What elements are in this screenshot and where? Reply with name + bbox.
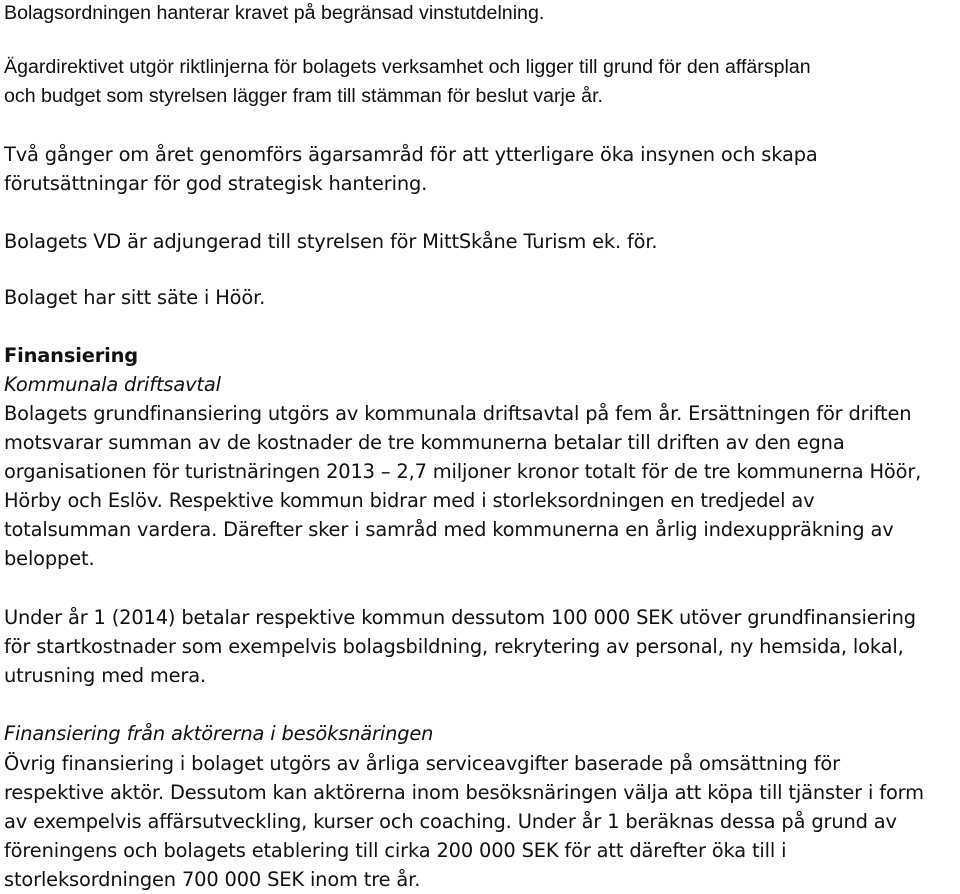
paragraph-sate: Bolaget har sitt säte i Höör. [4,286,266,309]
subheading-kommunala-driftsavtal: Kommunala driftsavtal [4,373,221,396]
paragraph-startkostnader-line-3: utrusning med mera. [4,664,206,687]
paragraph-startkostnader-line-1: Under år 1 (2014) betalar respektive kommun dessutom 100 000 SEK utöver grundfinansiering [4,606,916,629]
paragraph-serviceavgifter-line-4: föreningens och bolagets etablering till cirka 200 000 SEK för att därefter öka till i [4,839,787,862]
paragraph-grundfinansiering-line-5: totalsumman vardera. Därefter sker i samråd med kommunerna en årlig indexuppräkning av [4,518,894,541]
paragraph-agarsamrad-line-2: förutsättningar för god strategisk hantering. [4,172,428,195]
paragraph-serviceavgifter-line-1: Övrig finansiering i bolaget utgörs av årliga serviceavgifter baserade på omsättning för [4,752,840,775]
paragraph-startkostnader-line-2: för startkostnader som exempelvis bolagsbildning, rekrytering av personal, ny hemsida, lokal, [4,635,904,658]
paragraph-grundfinansiering-line-2: motsvarar summan av de kostnader de tre kommunerna betalar till driften av den egna [4,431,845,454]
paragraph-grundfinansiering-line-3: organisationen för turistnäringen 2013 – 2,7 miljoner kronor totalt för de tre kommunerna Höör, [4,460,922,483]
paragraph-serviceavgifter-line-3: av exempelvis affärsutveckling, kurser och coaching. Under år 1 beräknas dessa på grund av [4,810,897,833]
paragraph-grundfinansiering-line-6: beloppet. [4,547,95,570]
paragraph-grundfinansiering-line-4: Hörby och Eslöv. Respektive kommun bidrar med i storleksordningen en tredjedel av [4,489,815,512]
paragraph-agardirektiv-line-1: Ägardirektivet utgör riktlinjerna för bolagets verksamhet och ligger till grund för den affärsplan [4,56,811,78]
paragraph-serviceavgifter-line-2: respektive aktör. Dessutom kan aktörerna inom besöksnäringen välja att köpa till tjänster i form [4,781,924,804]
paragraph-vinstutdelning: Bolagsordningen hanterar kravet på begränsad vinstutdelning. [4,2,545,24]
paragraph-agardirektiv-line-2: och budget som styrelsen lägger fram till stämman för beslut varje år. [4,85,603,107]
paragraph-serviceavgifter-line-5: storleksordningen 700 000 SEK inom tre år. [4,868,421,891]
subheading-finansiering-aktorer: Finansiering från aktörerna i besöksnäringen [4,722,434,745]
section-heading-finansiering: Finansiering [4,344,139,367]
paragraph-grundfinansiering-line-1: Bolagets grundfinansiering utgörs av kommunala driftsavtal på fem år. Ersättningen för driften [4,402,912,425]
paragraph-agarsamrad-line-1: Två gånger om året genomförs ägarsamråd för att ytterligare öka insynen och skapa [4,143,818,166]
paragraph-vd: Bolagets VD är adjungerad till styrelsen för MittSkåne Turism ek. för. [4,230,658,253]
